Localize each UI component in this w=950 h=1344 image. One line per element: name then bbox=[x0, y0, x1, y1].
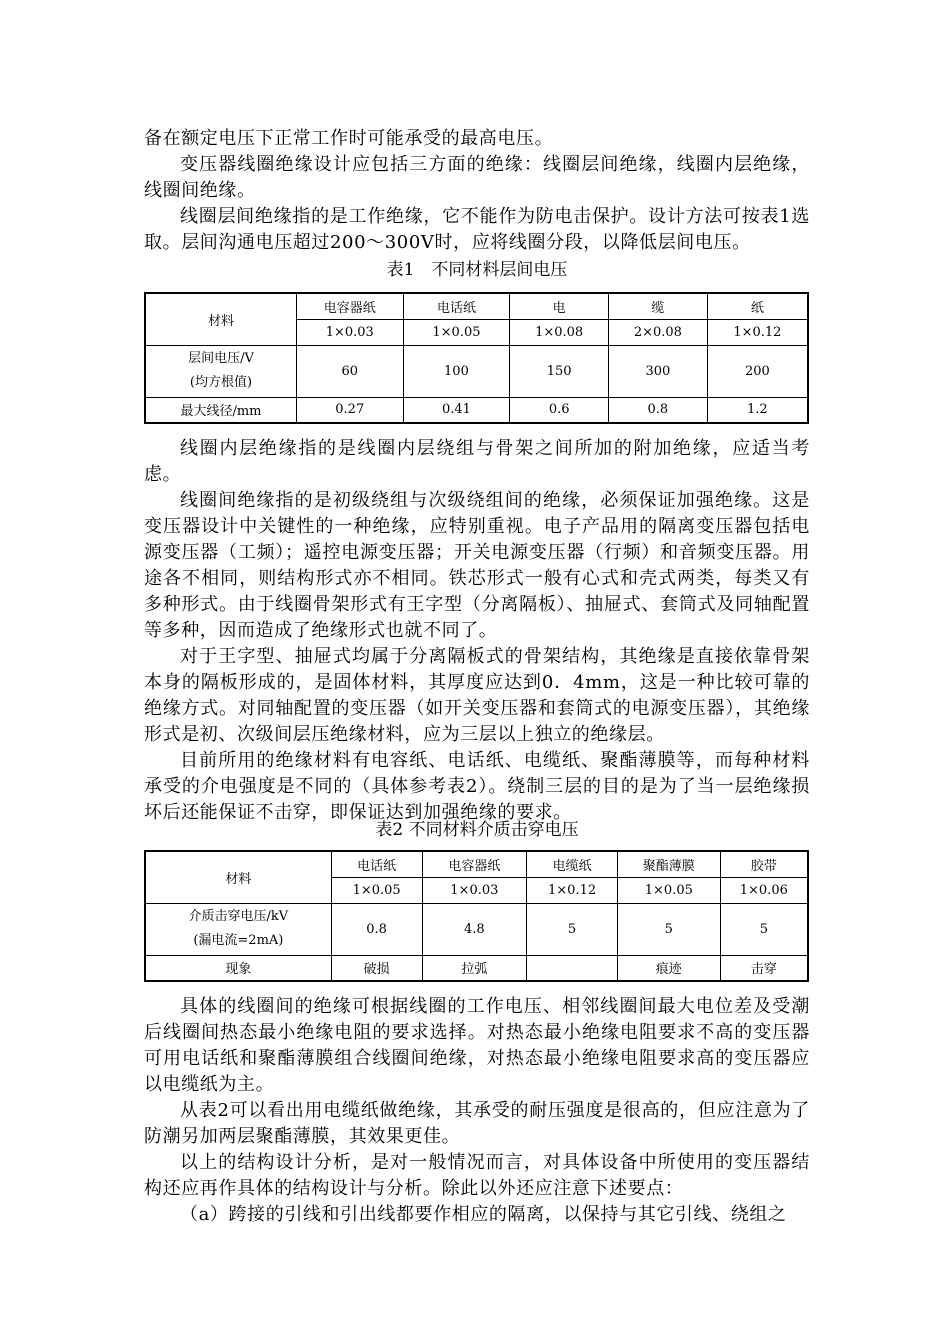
table2-spec-cell: 1×0.03 bbox=[422, 877, 527, 903]
table2-spec-cell: 1×0.06 bbox=[720, 877, 808, 903]
table1-diameter-cell: 0.8 bbox=[609, 397, 708, 423]
paragraph: 从表2可以看出用电缆纸做绝缘，其承受的耐压强度是很高的，但应注意为了防潮另加两层聚酯薄膜，其效果更佳。 bbox=[144, 1100, 810, 1147]
table1-spec-cell: 2×0.08 bbox=[609, 319, 708, 345]
table2-phenomenon-cell bbox=[527, 955, 618, 981]
paragraph: 变压器线圈绝缘设计应包括三方面的绝缘：线圈层间绝缘，线圈内层绝缘，线圈间绝缘。 bbox=[144, 154, 810, 201]
table1-material-cell: 缆 bbox=[609, 293, 708, 319]
table1-diameter-header: 最大线径/mm bbox=[145, 397, 296, 423]
table2-phenomenon-cell: 击穿 bbox=[720, 955, 808, 981]
table1-diameter-cell: 0.6 bbox=[510, 397, 609, 423]
table2-phenomenon-cell: 拉弧 bbox=[422, 955, 527, 981]
table2-voltage-cell: 4.8 bbox=[422, 903, 527, 955]
table1-material-cell: 电 bbox=[510, 293, 609, 319]
table1-voltage-cell: 150 bbox=[510, 345, 609, 397]
table2-spec-cell: 1×0.12 bbox=[527, 877, 618, 903]
paragraph: 具体的线圈间的绝缘可根据线圈的工作电压、相邻线圈间最大电位差及受潮后线圈间热态最小绝缘电阻的要求选择。对热态最小绝缘电阻要求不高的变压器可用电话纸和聚酯薄膜组合线圈间绝缘，对热态最小绝缘电阻要求高的变压器应以电缆纸为主。 bbox=[144, 996, 810, 1095]
table2-voltage-label: 介质击穿电压/kV bbox=[188, 909, 289, 924]
paragraph: 以上的结构设计分析，是对一般情况而言，对具体设备中所使用的变压器结构还应再作具体的结构设计与分析。除此以外还应注意下述要点： bbox=[144, 1152, 810, 1199]
text-section-bottom bbox=[144, 994, 810, 1228]
table1-material-cell: 纸 bbox=[707, 293, 808, 319]
table1-spec-cell: 1×0.05 bbox=[403, 319, 510, 345]
table2-voltage-cell: 5 bbox=[720, 903, 808, 955]
table1-voltage-sublabel: (均方根值) bbox=[189, 375, 253, 390]
text-section-middle bbox=[144, 436, 810, 826]
table1-caption: 表1 不同材料层间电压 bbox=[386, 260, 568, 280]
paragraph: 对于王字型、抽屉式均属于分离隔板式的骨架结构，其绝缘是直接依靠骨架本身的隔板形成的，是固体材料，其厚度应达到0．4mm，这是一种比较可靠的绝缘方式。对同轴配置的变压器（如开关变压器和套筒式的电源变压器），其绝缘形式是初、次级间层压绝缘材料，应为三层以上独立的绝缘层。 bbox=[144, 646, 810, 745]
table1-spec-cell: 1×0.08 bbox=[510, 319, 609, 345]
table2-spec-cell: 1×0.05 bbox=[617, 877, 720, 903]
table1-material-cell: 电话纸 bbox=[403, 293, 510, 319]
table1-voltage-cell: 300 bbox=[609, 345, 708, 397]
table1-spec-cell: 1×0.12 bbox=[707, 319, 808, 345]
table1-diameter-cell: 0.41 bbox=[403, 397, 510, 423]
table1-voltage-header bbox=[145, 345, 296, 397]
table1-voltage-cell: 200 bbox=[707, 345, 808, 397]
table2-voltage-sublabel: (漏电流=2mA) bbox=[193, 933, 284, 948]
table1-spec-cell: 1×0.03 bbox=[296, 319, 403, 345]
table1-voltage-cell: 60 bbox=[296, 345, 403, 397]
paragraph: 线圈层间绝缘指的是工作绝缘，它不能作为防电击保护。设计方法可按表1选取。层间沟通电压超过200～300V时，应将线圈分段，以降低层间电压。 bbox=[144, 206, 810, 253]
table2-caption: 表2 不同材料介质击穿电压 bbox=[375, 820, 579, 840]
table1-material-header: 材料 bbox=[145, 293, 296, 345]
table2-spec-cell: 1×0.05 bbox=[331, 877, 422, 903]
table1-diameter-cell: 0.27 bbox=[296, 397, 403, 423]
paragraph: 线圈内层绝缘指的是线圈内层绕组与骨架之间所加的附加绝缘，应适当考虑。 bbox=[144, 438, 810, 485]
table1-diameter-cell: 1.2 bbox=[707, 397, 808, 423]
table2-phenomenon-cell: 破损 bbox=[331, 955, 422, 981]
table2-voltage-cell: 5 bbox=[527, 903, 618, 955]
table2-phenomenon-cell: 痕迹 bbox=[617, 955, 720, 981]
table2 bbox=[144, 850, 809, 982]
table2-voltage-header bbox=[145, 903, 331, 955]
table1-voltage-label: 层间电压/V bbox=[188, 351, 254, 366]
table1 bbox=[144, 292, 809, 424]
paragraph: 线圈间绝缘指的是初级绕组与次级绕组间的绝缘，必须保证加强绝缘。这是变压器设计中关键性的一种绝缘，应特别重视。电子产品用的隔离变压器包括电源变压器（工频）；遥控电源变压器；开关电源变压器（行频）和音频变压器。用途各不相同，则结构形式亦不相同。铁芯形式一般有心式和壳式两类，每类又有多种形式。由于线圈骨架形式有王字型（分离隔板）、抽屉式、套筒式及同轴配置等多种，因而造成了绝缘形式也就不同了。 bbox=[144, 490, 810, 641]
table2-phenomenon-header: 现象 bbox=[145, 955, 331, 981]
table2-material-cell: 胶带 bbox=[720, 851, 808, 877]
table2-voltage-cell: 0.8 bbox=[331, 903, 422, 955]
table2-material-cell: 电缆纸 bbox=[527, 851, 618, 877]
paragraph: 备在额定电压下正常工作时可能承受的最高电压。 bbox=[144, 128, 554, 149]
text-section-top bbox=[144, 126, 810, 256]
table2-material-cell: 聚酯薄膜 bbox=[617, 851, 720, 877]
table2-material-header: 材料 bbox=[145, 851, 331, 903]
table1-material-cell: 电容器纸 bbox=[296, 293, 403, 319]
table2-voltage-cell: 5 bbox=[617, 903, 720, 955]
table1-voltage-cell: 100 bbox=[403, 345, 510, 397]
table2-material-cell: 电话纸 bbox=[331, 851, 422, 877]
table2-material-cell: 电容器纸 bbox=[422, 851, 527, 877]
paragraph: 目前所用的绝缘材料有电容纸、电话纸、电缆纸、聚酯薄膜等，而每种材料承受的介电强度是不同的（具体参考表2）。绕制三层的目的是为了当一层绝缘损坏后还能保证不击穿，即保证达到加强绝缘的要求。 bbox=[144, 750, 810, 823]
paragraph: （a）跨接的引线和引出线都要作相应的隔离，以保持与其它引线、绕组之 bbox=[180, 1204, 787, 1225]
